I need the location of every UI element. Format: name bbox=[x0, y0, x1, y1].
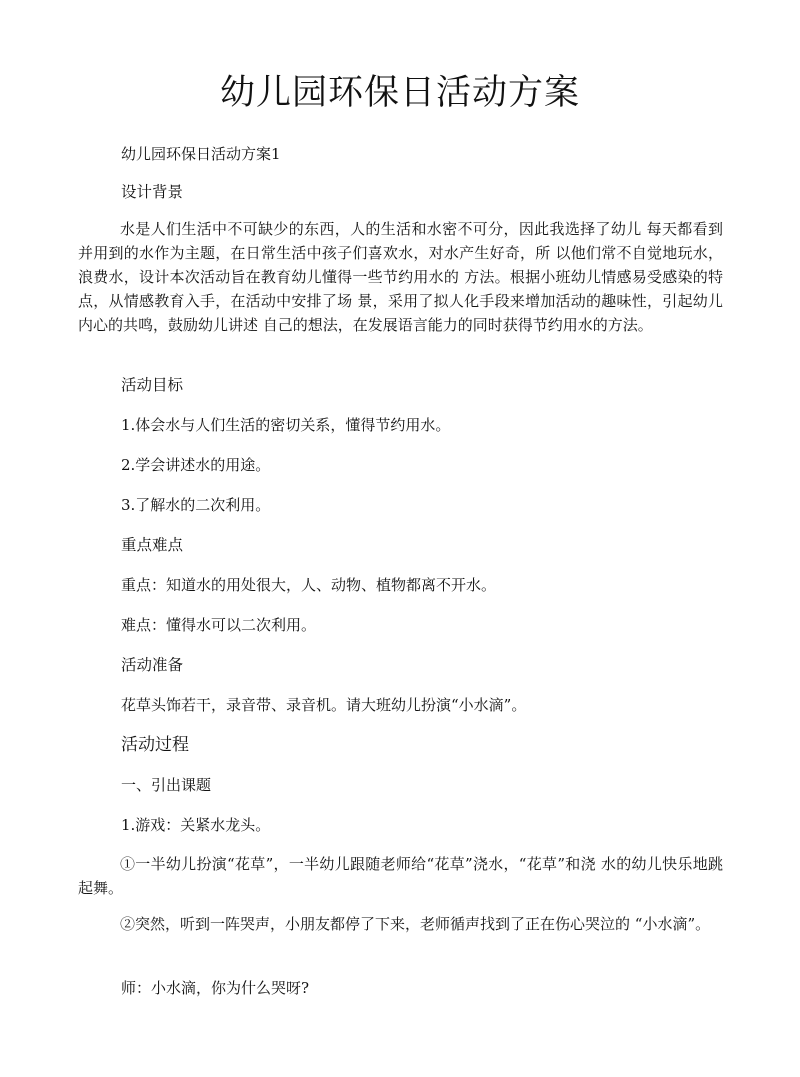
section-heading-goals: 活动目标 bbox=[121, 376, 184, 394]
goal-item-1: 1.体会水与人们生活的密切关系，懂得节约用水。 bbox=[121, 416, 451, 434]
game-heading: 1.游戏：关紧水龙头。 bbox=[121, 816, 271, 834]
process-step-1: ①一半幼儿扮演“花草”，一半幼儿跟随老师给“花草”浇水，“花草”和浇 水的幼儿快乐地跳起舞。 bbox=[78, 855, 723, 897]
document-subtitle: 幼儿园环保日活动方案1 bbox=[121, 145, 281, 163]
difficulty-text: 难点：懂得水可以二次利用。 bbox=[121, 616, 317, 634]
teacher-question: 师：小水滴，你为什么哭呀? bbox=[121, 979, 310, 997]
goal-item-2: 2.学会讲述水的用途。 bbox=[121, 456, 271, 474]
section-heading-background: 设计背景 bbox=[121, 183, 184, 201]
key-point-text: 重点：知道水的用处很大，人、动物、植物都离不开水。 bbox=[121, 576, 497, 594]
preparation-text: 花草头饰若干，录音带、录音机。请大班幼儿扮演“小水滴”。 bbox=[121, 696, 527, 714]
document-title: 幼儿园环保日活动方案 bbox=[219, 73, 580, 113]
section-heading-process: 活动过程 bbox=[121, 735, 189, 755]
process-step-2: ②突然，听到一阵哭声，小朋友都停了下来，老师循声找到了正在伤心哭泣的 “小水滴”。 bbox=[120, 915, 711, 933]
goal-item-3: 3.了解水的二次利用。 bbox=[121, 496, 271, 514]
process-section-one: 一、引出课题 bbox=[121, 776, 212, 794]
section-heading-preparation: 活动准备 bbox=[121, 656, 184, 674]
section-heading-key-points: 重点难点 bbox=[121, 536, 184, 554]
background-paragraph: 水是人们生活中不可缺少的东西，人的生活和水密不可分，因此我选择了幼儿 每天都看到并用到的水作为主题，在日常生活中孩子们喜欢水，对水产生好奇，所 以他们常不自觉地玩水，浪费水，设计本次活动旨在教育幼儿懂得一些节约用水的 方法。根据小班幼儿情感易受感染的特点，从情感教育入手，在活动中安排了场 景，采用了拟人化手段来增加活动的趣味性，引起幼儿内心的共鸣，鼓励幼儿讲述 自己的想法，在发展语言能力的同时获得节约用水的方法。 bbox=[78, 220, 723, 334]
